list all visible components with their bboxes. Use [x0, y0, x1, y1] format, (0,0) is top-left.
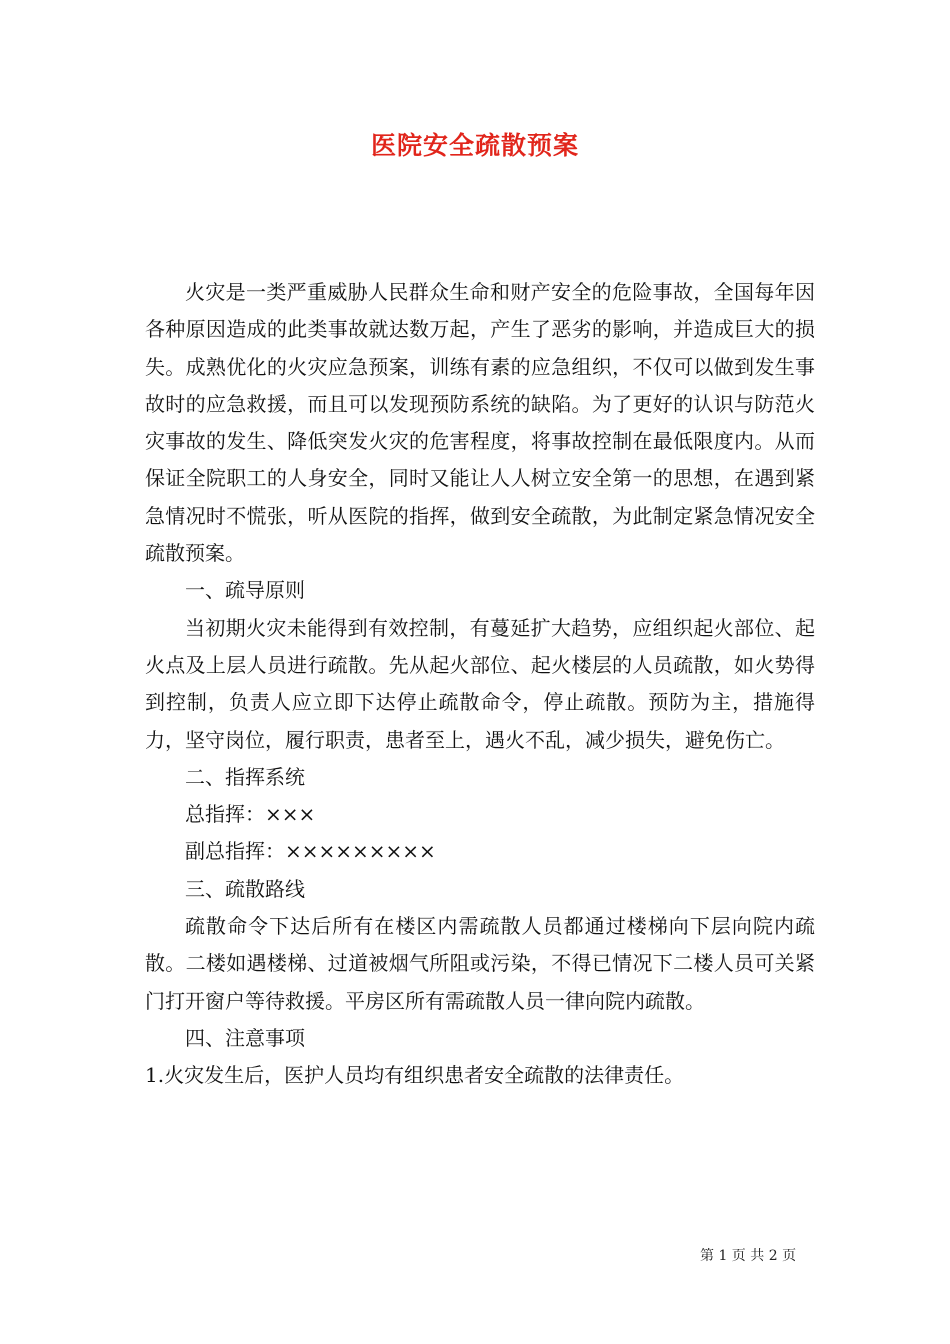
notes-item-1: 1.火灾发生后，医护人员均有组织患者安全疏散的法律责任。 — [145, 1063, 685, 1088]
document-body — [145, 274, 815, 1095]
deputy-commander-line: 副总指挥：××××××××× — [185, 839, 436, 864]
routes-paragraph: 疏散命令下达后所有在楼区内需疏散人员都通过楼梯向下层向院内疏散。二楼如遇楼梯、过道被烟气所阻或污染，不得已情况下二楼人员可关紧门打开窗户等待救援。平房区所有需疏散人员一律向院内疏散。 — [145, 914, 815, 1013]
principles-paragraph: 当初期火灾未能得到有效控制，有蔓延扩大趋势，应组织起火部位、起火点及上层人员进行疏散。先从起火部位、起火楼层的人员疏散，如火势得到控制，负责人应立即下达停止疏散命令，停止疏散。预防为主，措施得力，坚守岗位，履行职责，患者至上，遇火不乱，减少损失，避免伤亡。 — [145, 615, 815, 752]
section-heading-notes: 四、注意事项 — [185, 1025, 305, 1050]
section-heading-command: 二、指挥系统 — [185, 764, 305, 789]
commander-line: 总指挥：××× — [185, 802, 316, 827]
section-heading-principles: 一、疏导原则 — [185, 578, 305, 603]
document-title: 医院安全疏散预案 — [370, 131, 579, 160]
page-number-footer: 第 1 页 共 2 页 — [700, 1248, 797, 1264]
section-heading-routes: 三、疏散路线 — [185, 876, 305, 901]
intro-paragraph: 火灾是一类严重威胁人民群众生命和财产安全的危险事故，全国每年因各种原因造成的此类事故就达数万起，产生了恶劣的影响，并造成巨大的损失。成熟优化的火灾应急预案，训练有素的应急组织，不仅可以做到发生事故时的应急救援，而且可以发现预防系统的缺陷。为了更好的认识与防范火灾事故的发生、降低突发火灾的危害程度，将事故控制在最低限度内。从而保证全院职工的人身安全，同时又能让人人树立安全第一的思想，在遇到紧急情况时不慌张，听从医院的指挥，做到安全疏散，为此制定紧急情况安全疏散预案。 — [145, 280, 815, 566]
